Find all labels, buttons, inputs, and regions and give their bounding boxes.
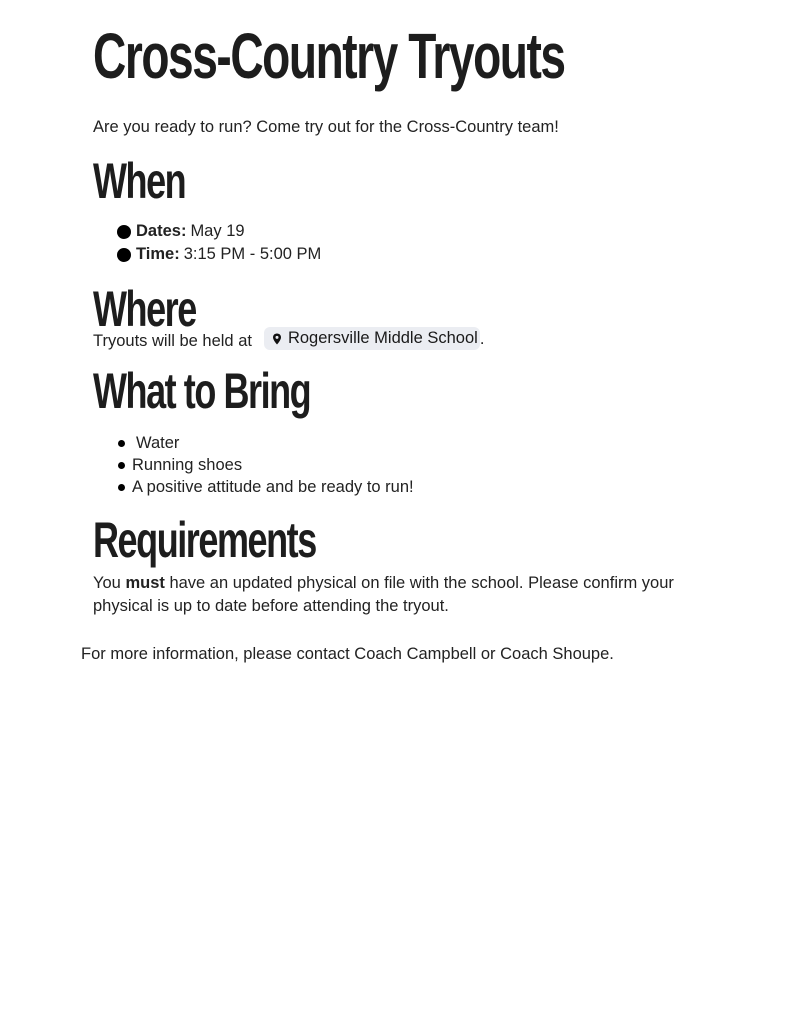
bring-item-text: A positive attitude and be ready to run! — [132, 478, 414, 496]
bring-item-text: Running shoes — [132, 456, 243, 474]
bullet-icon — [118, 484, 125, 491]
requirements-text — [93, 572, 693, 618]
bring-heading: What to Bring — [93, 363, 311, 419]
time-value: 3:15 PM - 5:00 PM — [183, 245, 322, 263]
when-heading: When — [93, 153, 186, 209]
bring-item-text: Water — [136, 434, 180, 452]
requirements-after: have an updated physical on file with the school. Please confirm your physical is up to date before attending the tryout. — [93, 574, 674, 615]
location-name: Rogersville Middle School — [287, 329, 478, 347]
where-lead-text: Tryouts will be held at — [93, 332, 252, 350]
dates-label: Dates: — [136, 222, 187, 240]
bullet-icon — [118, 462, 125, 469]
bring-item — [118, 456, 242, 475]
bullet-icon — [117, 248, 131, 262]
map-pin-icon — [270, 332, 284, 346]
requirements-heading: Requirements — [93, 512, 316, 568]
bring-item — [118, 478, 414, 497]
dates-value: May 19 — [190, 222, 245, 240]
requirements-before: You — [93, 574, 126, 592]
where-trailing: . — [479, 330, 485, 348]
intro-text: Are you ready to run? Come try out for the Cross-Country team! — [93, 118, 559, 136]
bullet-icon — [117, 225, 131, 239]
time-label: Time: — [136, 245, 180, 263]
time-item — [117, 245, 321, 264]
requirements-emphasis: must — [125, 574, 165, 592]
bring-item — [118, 434, 179, 453]
bullet-icon — [118, 440, 125, 447]
page-title: Cross-Country Tryouts — [93, 20, 565, 92]
dates-item — [117, 222, 245, 241]
where-sentence — [93, 326, 484, 351]
contact-text: For more information, please contact Coach Campbell or Coach Shoupe. — [81, 645, 614, 663]
location-chip[interactable] — [264, 327, 480, 350]
where-heading: Where — [93, 281, 196, 337]
